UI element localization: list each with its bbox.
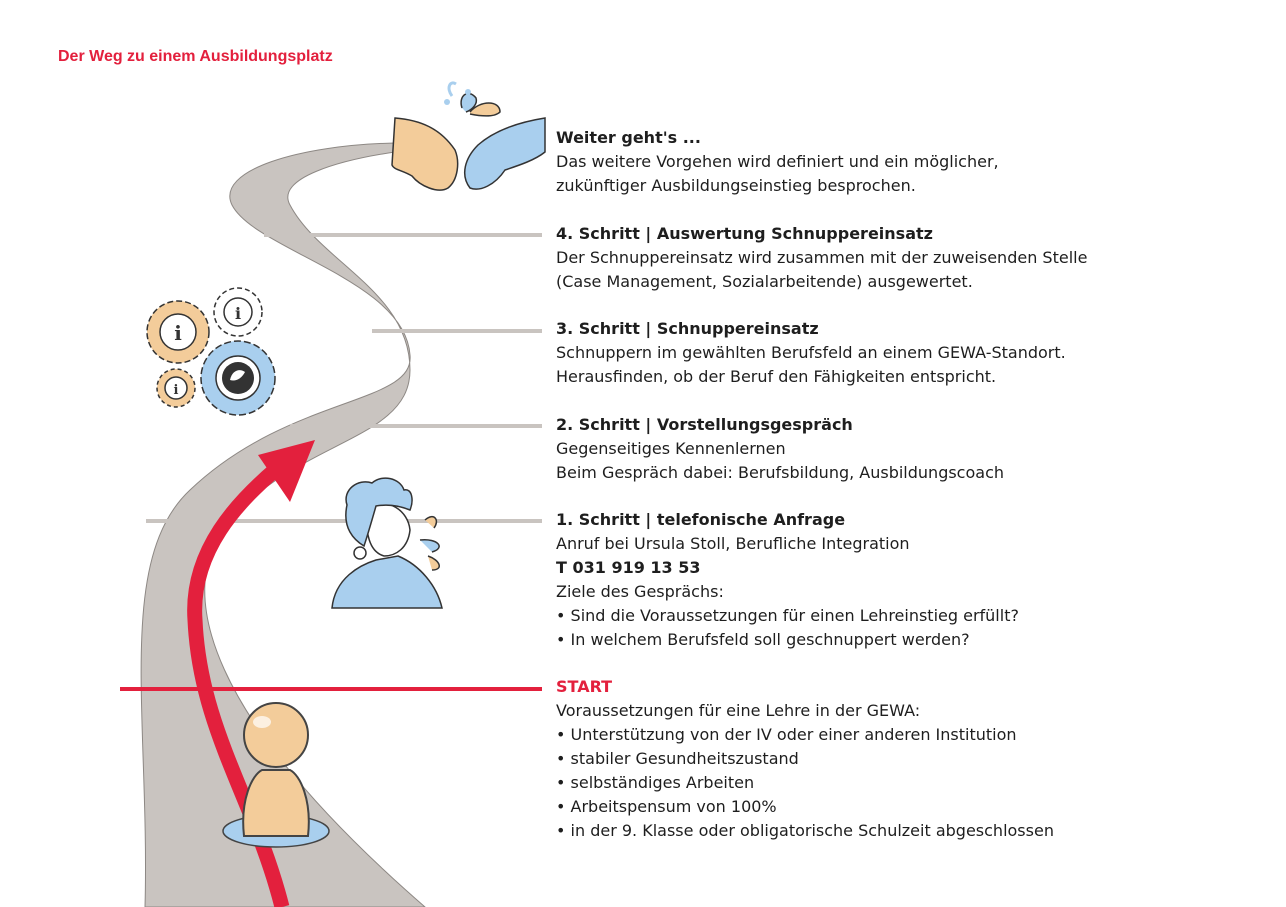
page-title: Der Weg zu einem Ausbildungsplatz: [58, 48, 333, 65]
step-3-line-1: Schnuppern im gewählten Berufsfeld an einem GEWA-Standort.: [556, 343, 1066, 362]
step-3-heading: 3. Schritt | Schnuppereinsatz: [556, 319, 819, 338]
list-item: • selbständiges Arbeiten: [556, 771, 1256, 795]
list-item: • Unterstützung von der IV oder einer anderen Institution: [556, 723, 1256, 747]
step-1: [556, 508, 1256, 652]
step-3-line-2: Herausfinden, ob der Beruf den Fähigkeiten entspricht.: [556, 367, 997, 386]
step-weiter-heading: Weiter geht's ...: [556, 128, 701, 147]
svg-text:i: i: [234, 304, 242, 323]
requirements-list: [556, 723, 1256, 843]
step-2-line-2: Beim Gespräch dabei: Berufsbildung, Ausbildungscoach: [556, 463, 1005, 482]
fist-bump-icon: [392, 83, 545, 190]
step-4-heading: 4. Schritt | Auswertung Schnuppereinsatz: [556, 224, 933, 243]
list-item: • Sind die Voraussetzungen für einen Lehreinstieg erfüllt?: [556, 604, 1256, 628]
list-item: • Arbeitspensum von 100%: [556, 795, 1256, 819]
step-4-line-2: (Case Management, Sozialarbeitende) ausgewertet.: [556, 272, 973, 291]
step-start: [556, 675, 1256, 843]
goals-intro: Ziele des Gesprächs:: [556, 582, 724, 601]
step-2: [556, 413, 1256, 485]
svg-text:i: i: [174, 321, 182, 345]
svg-text:i: i: [173, 383, 179, 398]
person-icon: [332, 478, 442, 608]
step-1-line-1: Anruf bei Ursula Stoll, Berufliche Integration: [556, 534, 910, 553]
goals-list: [556, 604, 1256, 652]
step-weiter-line-2: zukünftiger Ausbildungseinstieg besprochen.: [556, 176, 916, 195]
list-item: • in der 9. Klasse oder obligatorische Schulzeit abgeschlossen: [556, 819, 1256, 843]
step-2-heading: 2. Schritt | Vorstellungsgespräch: [556, 415, 853, 434]
list-item: • stabiler Gesundheitszustand: [556, 747, 1256, 771]
start-heading: START: [556, 677, 613, 696]
list-item: • In welchem Berufsfeld soll geschnuppert werden?: [556, 628, 1256, 652]
step-1-heading: 1. Schritt | telefonische Anfrage: [556, 510, 846, 529]
step-4: [556, 222, 1256, 294]
gears-icon: [147, 288, 275, 415]
step-4-line-1: Der Schnuppereinsatz wird zusammen mit der zuweisenden Stelle: [556, 248, 1088, 267]
phone-number: T 031 919 13 53: [556, 558, 701, 577]
start-intro: Voraussetzungen für eine Lehre in der GEWA:: [556, 701, 921, 720]
step-weiter-line-1: Das weitere Vorgehen wird definiert und ein möglicher,: [556, 152, 999, 171]
step-weiter: [556, 126, 1256, 198]
step-3: [556, 317, 1256, 389]
step-2-line-1: Gegenseitiges Kennenlernen: [556, 439, 786, 458]
